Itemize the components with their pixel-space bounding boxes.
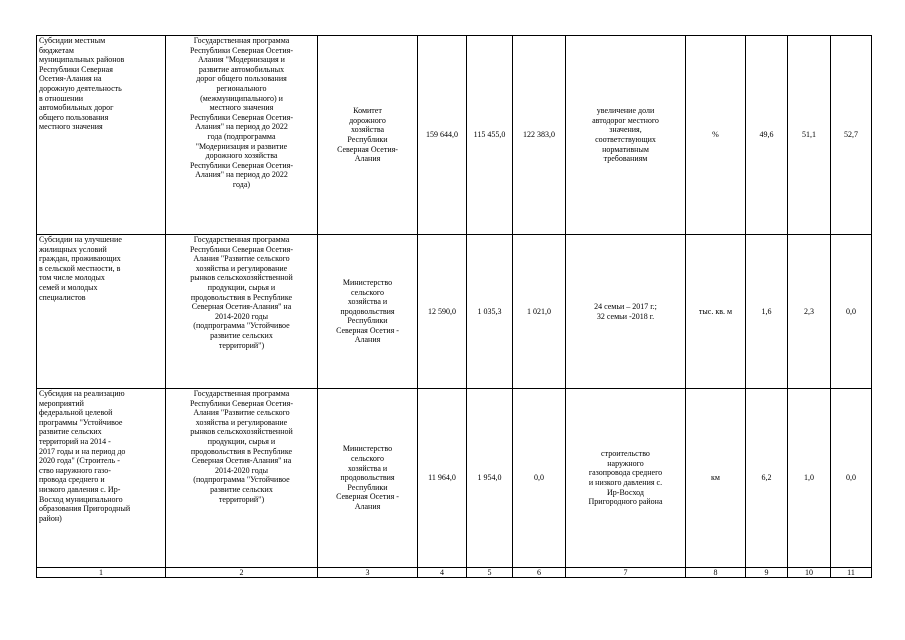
amount-cell-3: 122 383,0 [513,36,566,235]
amount-cell-2: 1 035,3 [467,235,513,389]
unit-cell: тыс. кв. м [686,235,746,389]
column-number: 5 [467,568,513,578]
amount-cell-3: 0,0 [513,389,566,568]
subsidy-name-cell: Субсидии местным бюджетам муниципальных районов Республики Северная Осетия-Алания на дорожную деятельность в отношении автомобильных дорог общего пользования местного значения [37,36,166,235]
value-cell-1: 1,6 [746,235,788,389]
indicator-cell: увеличение доли автодорог местного значения, соответствующих нормативным требованиям [566,36,686,235]
value-cell-3: 52,7 [831,36,872,235]
amount-cell-1: 159 644,0 [418,36,467,235]
column-number: 9 [746,568,788,578]
responsible-body-cell: Комитет дорожного хозяйства Республики Северная Осетия- Алания [318,36,418,235]
column-number: 8 [686,568,746,578]
column-number: 10 [788,568,831,578]
value-cell-2: 2,3 [788,235,831,389]
amount-cell-2: 1 954,0 [467,389,513,568]
subsidy-table [36,35,872,578]
amount-cell-1: 12 590,0 [418,235,467,389]
column-number: 7 [566,568,686,578]
state-program-cell: Государственная программа Республики Северная Осетия- Алания "Развитие сельского хозяйства и регулирование рынков сельскохозяйственной продукции, сырья и продовольствия в Республике Северная Осетия-Алания" на 2014-2020 годы (подпрограмма "Устойчивое развитие сельских территорий") [166,235,318,389]
column-number: 4 [418,568,467,578]
value-cell-1: 6,2 [746,389,788,568]
column-number: 2 [166,568,318,578]
value-cell-3: 0,0 [831,235,872,389]
value-cell-2: 1,0 [788,389,831,568]
column-number: 6 [513,568,566,578]
unit-cell: км [686,389,746,568]
value-cell-1: 49,6 [746,36,788,235]
value-cell-2: 51,1 [788,36,831,235]
column-number: 11 [831,568,872,578]
table-row [37,389,872,568]
responsible-body-cell: Министерство сельского хозяйства и продовольствия Республики Северная Осетия - Алания [318,389,418,568]
subsidy-name-cell: Субсидии на улучшение жилищных условий граждан, проживающих в сельской местности, в том числе молодых семей и молодых специалистов [37,235,166,389]
table-row [37,235,872,389]
column-number-row [37,568,872,578]
amount-cell-3: 1 021,0 [513,235,566,389]
state-program-cell: Государственная программа Республики Северная Осетия- Алания "Развитие сельского хозяйства и регулирование рынков сельскохозяйственной продукции, сырья и продовольствия в Республике Северная Осетия-Алания" на 2014-2020 годы (подпрограмма "Устойчивое развитие сельских территорий") [166,389,318,568]
column-number: 1 [37,568,166,578]
state-program-cell: Государственная программа Республики Северная Осетия- Алания "Модернизация и развитие автомобильных дорог общего пользования регионального (межмуниципального) и местного значения Республики Северная Осетия- Алания" на период до 2022 года (подпрограмма "Модернизация и развитие дорожного хозяйства Республики Северная Осетия- Алания" на период до 2022 года) [166,36,318,235]
amount-cell-1: 11 964,0 [418,389,467,568]
column-number: 3 [318,568,418,578]
responsible-body-cell: Министерство сельского хозяйства и продовольствия Республики Северная Осетия - Алания [318,235,418,389]
indicator-cell: строительство наружного газопровода среднего и низкого давления с. Ир-Восход Пригородного района [566,389,686,568]
table-row [37,36,872,235]
indicator-cell: 24 семьи – 2017 г.; 32 семьи -2018 г. [566,235,686,389]
amount-cell-2: 115 455,0 [467,36,513,235]
value-cell-3: 0,0 [831,389,872,568]
unit-cell: % [686,36,746,235]
subsidy-name-cell: Субсидия на реализацию мероприятий федеральной целевой программы "Устойчивое развитие сельских территорий на 2014 - 2017 годы и на период до 2020 года" (Строитель - ство наружного газо- провода среднего и низкого давления с. Ир- Восход муниципального образования Пригородный район) [37,389,166,568]
